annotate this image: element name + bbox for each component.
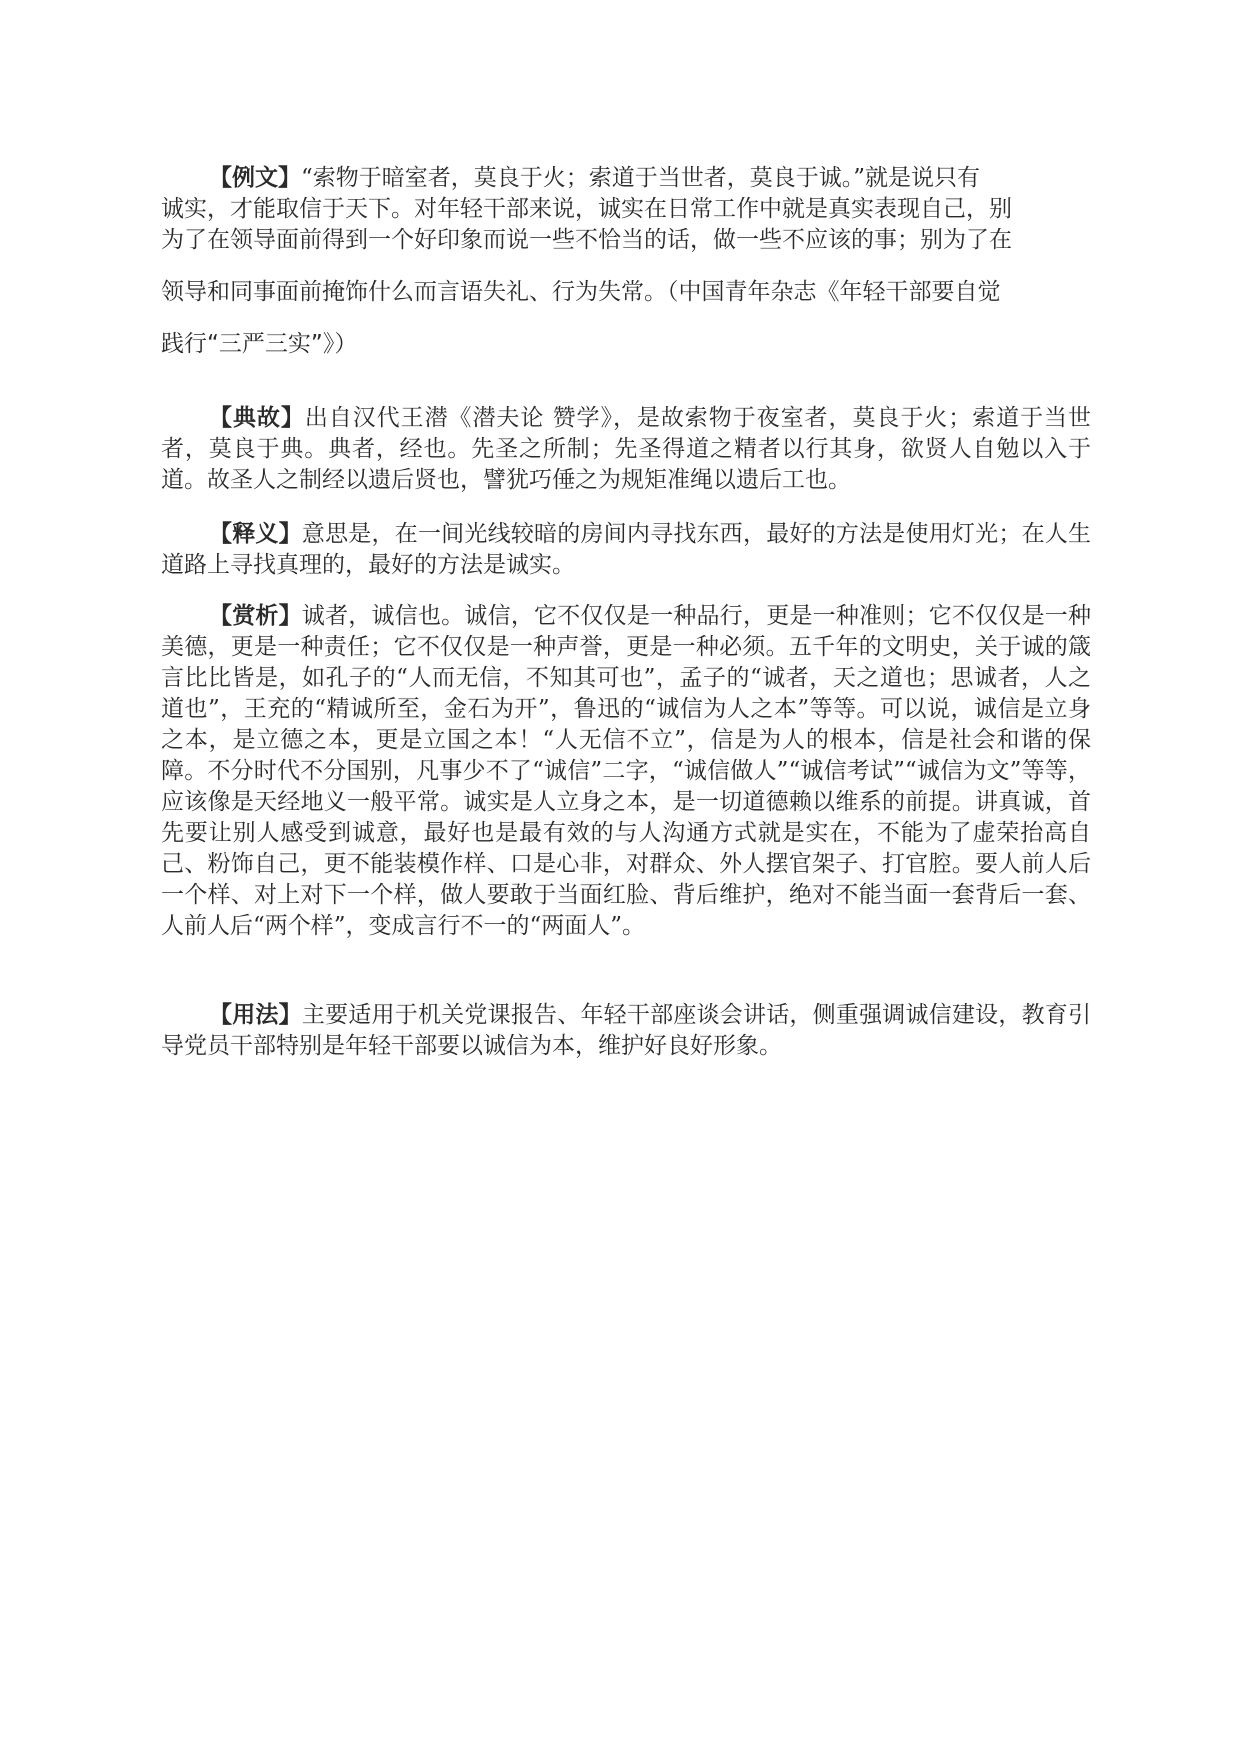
meaning-paragraph [161, 519, 1091, 581]
appreciation-paragraph [161, 601, 1091, 942]
usage-tag: 【用法】 [209, 1002, 302, 1028]
usage-text: 主要适用于机关党课报告、年轻干部座谈会讲话，侧重强调诚信建设，教育引导党员干部特别是年轻干部要以诚信为本，维护好良好形象。 [161, 1002, 1092, 1059]
allusion-text: 出自汉代王潜《潜夫论 赞学》，是故索物于夜室者，莫良于火；索道于当世者，莫良于典。典者，经也。先圣之所制；先圣得道之精者以行其身，欲贤人自勉以入于道。故圣人之制经以遗后贤也，譬犹巧倕之为规矩准绳以遗后工也。 [161, 405, 1092, 493]
example-source: （中国青年杂志《年轻干部要自觉 [667, 279, 1001, 305]
example-line-2: 诚实，才能取信于天下。对年轻干部来说，诚实在日常工作中就是真实表现自己，别 [161, 196, 1012, 222]
example-paragraph [161, 163, 1091, 366]
meaning-tag: 【释义】 [209, 521, 302, 547]
example-line-4: 领导和同事面前掩饰什么而言语失礼、行为失常。（中国青年杂志《年轻干部要自觉 [161, 279, 1001, 305]
example-source-continued: 践行“三严三实”》） [161, 331, 358, 357]
allusion-tag: 【典故】 [209, 405, 305, 431]
example-line-3: 为了在领导面前得到一个好印象而说一些不恰当的话，做一些不应该的事；别为了在 [161, 227, 1012, 253]
usage-paragraph [161, 1000, 1091, 1062]
example-line-1: 【例文】“索物于暗室者，莫良于火；索道于当世者，莫良于诚。”就是说只有 [209, 165, 981, 191]
meaning-text: 意思是，在一间光线较暗的房间内寻找东西，最好的方法是使用灯光；在人生道路上寻找真理的，最好的方法是诚实。 [161, 521, 1092, 578]
allusion-paragraph [161, 403, 1091, 496]
appreciation-tag: 【赏析】 [209, 603, 302, 629]
example-tag: 【例文】 [209, 165, 301, 191]
appreciation-text: 诚者，诚信也。诚信，它不仅仅是一种品行，更是一种准则；它不仅仅是一种美德，更是一种责任；它不仅仅是一种声誉，更是一种必须。五千年的文明史，关于诚的箴言比比皆是，如孔子的“人而无信，不知其可也”，孟子的“诚者，天之道也；思诚者，人之道也”，王充的“精诚所至，金石为开”，鲁迅的“诚信为人之本”等等。可以说，诚信是立身之本，是立德之本，更是立国之本！“人无信不立”，信是为人的根本，信是社会和谐的保障。不分时代不分国别，凡事少不了“诚信”二字，“诚信做人”“诚信考试”“诚信为文”等等，应该像是天经地义一般平常。诚实是人立身之本，是一切道德赖以维系的前提。讲真诚，首先要让别人感受到诚意，最好也是最有效的与人沟通方式就是实在，不能为了虚荣抬高自己、粉饰自己，更不能装模作样、口是心非，对群众、外人摆官架子、打官腔。要人前人后一个样、对上对下一个样，做人要敢于当面红脸、背后维护，绝对不能当面一套背后一套、人前人后“两个样”，变成言行不一的“两面人”。 [161, 603, 1092, 939]
